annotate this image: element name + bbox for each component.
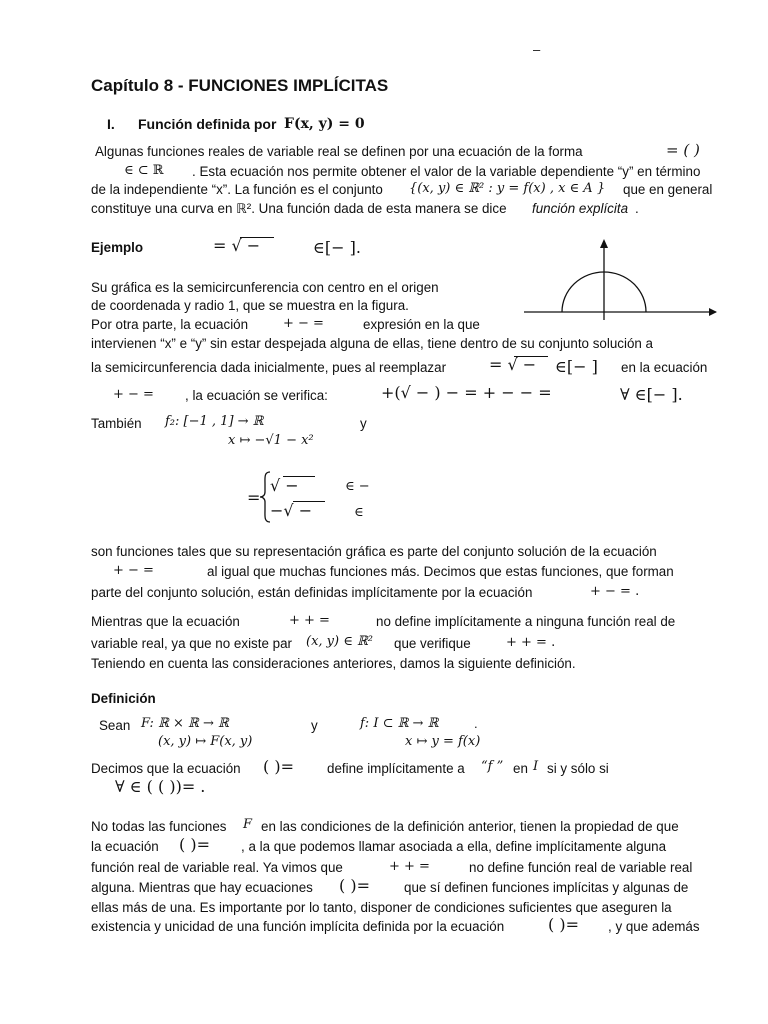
para4-line-6-math: ( )= — [548, 915, 579, 934]
f2-declaration: f₂: [−1 , 1] → ℝ — [165, 414, 264, 429]
para4-line-4b: que sí definen funciones implícitas y algunas de — [404, 880, 689, 895]
intro-line-1: Algunas funciones reales de variable real se definen por una ecuación de la forma — [95, 144, 583, 159]
example-p5a: la semicircunferencia dada inicialmente, pues al reemplazar — [91, 360, 447, 375]
para3-line-2b: que verifique — [394, 636, 471, 651]
piece-2-sqrt-bar — [293, 501, 325, 502]
example-p3-math: + − = — [283, 316, 324, 331]
example-p5-sqrt-bar — [514, 356, 548, 357]
para3-line-1b: no define implícitamente a ninguna función real de — [376, 614, 676, 629]
example-p4: intervienen “x” e “y” sin estar despejada alguna de ellas, tiene dentro de su conjunto solución a — [91, 336, 654, 351]
example-label: Ejemplo — [91, 240, 144, 255]
example-p6a: , la ecuación se verifica: — [185, 388, 328, 403]
para2-line-3: parte del conjunto solución, están definidas implícitamente por la ecuación — [91, 585, 533, 600]
example-p6-verify: +(√ − ) − = + − − = — [381, 383, 552, 402]
para3-line-1-math: + + = — [289, 613, 330, 628]
intro-line-4a: constituye una curva en ℝ². Una función dada de esta manera se dice — [91, 201, 507, 216]
para4-line-3a: función real de variable real. Ya vimos que — [91, 860, 343, 875]
para4-line-6b: , y que además — [608, 919, 700, 934]
para4-line-1b: en las condiciones de la definición anterior, tienen la propiedad de que — [261, 819, 679, 834]
para2-line-3-math: + − = . — [590, 584, 640, 599]
definition-label: Definición — [91, 691, 156, 706]
intro-line-2: . Esta ecuación nos permite obtener el valor de la variable dependiente “y” en término — [192, 164, 701, 179]
para2-line-1: son funciones tales que su representación gráfica es parte del conjunto solución de la ecuación — [91, 544, 657, 559]
definition-f-declaration: f: I ⊂ ℝ → ℝ — [360, 716, 439, 731]
example-p5-math: = √ − — [489, 355, 537, 374]
intro-line-2-math: ∈ ⊂ ℝ — [124, 163, 164, 178]
piece-1: √ − — [270, 476, 299, 495]
x-axis-arrow-icon — [709, 308, 717, 316]
para3-line-2-math2: + + = . — [506, 635, 556, 650]
definition-f-mapping: x ↦ y = f(x) — [405, 734, 481, 749]
example-equation: = √ − — [213, 236, 261, 255]
f2-mapping: x ↦ −√1 − x² — [228, 433, 314, 448]
para3-line-3: Teniendo en cuenta las consideraciones anteriores, damos la siguiente definición. — [91, 656, 576, 671]
para4-line-1a: No todas las funciones — [91, 819, 227, 834]
definition-dot: . — [474, 716, 478, 731]
example-p5b: en la ecuación — [621, 360, 708, 375]
para4-line-6a: existencia y unicidad de una función implícita definida por la ecuación — [91, 919, 505, 934]
definition-y: y — [311, 718, 318, 733]
para4-line-2a: la ecuación — [91, 839, 159, 854]
page-mark: – — [533, 42, 541, 57]
para4-line-3-math: + + = — [389, 859, 430, 874]
example-p6-forall: ∀ ∈[− ]. — [620, 385, 683, 404]
example-p6-math: + − = — [113, 387, 154, 402]
example-p3b: expresión en la que — [363, 317, 480, 332]
definition-line-1b: define implícitamente a — [327, 761, 465, 776]
definition-line-1d: si y sólo si — [547, 761, 609, 776]
definition-line-1c: en — [513, 761, 528, 776]
y-axis-arrow-icon — [600, 239, 608, 248]
para2-line-2-math: + − = — [113, 563, 154, 578]
para4-line-2b: , a la que podemos llamar asociada a ella, define implícitamente alguna — [241, 839, 667, 854]
definition-line-2-math: ∀ ∈ ( ( ))= . — [115, 777, 206, 796]
para4-line-4-math: ( )= — [339, 876, 370, 895]
piece-1-sqrt-bar — [283, 476, 315, 477]
piece-2-condition: ∈ — [354, 505, 364, 520]
para3-line-2a: variable real, ya que no existe par — [91, 636, 292, 651]
para2-line-2: al igual que muchas funciones más. Decimos que estas funciones, que forman — [207, 564, 674, 579]
definition-F-declaration: F: ℝ × ℝ → ℝ — [141, 716, 229, 731]
para4-line-1-F: F — [243, 817, 253, 832]
intro-line-3-math: {(x, y) ∈ ℝ² : y = f(x) , x ∈ A } — [409, 181, 606, 196]
definition-line-1-math: ( )= — [263, 757, 294, 776]
definition-line-1-f: “f ” — [481, 759, 504, 774]
example-sqrt-bar — [240, 237, 274, 238]
para4-line-2-math: ( )= — [179, 835, 210, 854]
definition-line-1a: Decimos que la ecuación — [91, 761, 241, 776]
definition-line-1-I: I — [533, 759, 539, 774]
para4-line-3b: no define función real de variable real — [469, 860, 693, 875]
intro-line-3b: que en general — [623, 182, 713, 197]
piecewise-equals: = — [247, 488, 261, 507]
intro-line-3a: de la independiente “x”. La función es el conjunto — [91, 182, 383, 197]
example-p3a: Por otra parte, la ecuación — [91, 317, 249, 332]
section-title: Función definida por — [138, 116, 277, 132]
para3-line-2-math: (x, y) ∈ ℝ² — [306, 634, 373, 649]
para4-line-4a: alguna. Mientras que hay ecuaciones — [91, 880, 313, 895]
semicircle-figure — [520, 236, 720, 324]
example-p2: de coordenada y radio 1, que se muestra en la figura. — [91, 298, 409, 313]
intro-line-4b: . — [635, 201, 639, 216]
piece-2: −√ − — [270, 501, 313, 520]
section-number: I. — [107, 116, 115, 132]
definition-sean: Sean — [99, 718, 131, 733]
section-formula: F(x, y) = 0 — [284, 116, 365, 132]
tambien-label: También — [91, 416, 142, 431]
para4-line-5: ellas más de una. Es importante por lo tanto, disponer de condiciones suficientes que aseguren la — [91, 900, 672, 915]
intro-line-1-math: = ( ) — [666, 141, 700, 159]
example-p5-domain: ∈[− ] — [555, 357, 598, 376]
piece-1-condition: ∈ − — [345, 479, 370, 494]
definition-F-mapping: (x, y) ↦ F(x, y) — [158, 734, 253, 749]
example-domain: ∈[− ]. — [313, 238, 361, 257]
para3-line-1a: Mientras que la ecuación — [91, 614, 240, 629]
intro-line-4-italic: función explícita — [532, 201, 629, 216]
tambien-y: y — [360, 416, 367, 431]
example-p1: Su gráfica es la semicircunferencia con centro en el origen — [91, 280, 439, 295]
chapter-title: Capítulo 8 - FUNCIONES IMPLÍCITAS — [91, 76, 389, 95]
